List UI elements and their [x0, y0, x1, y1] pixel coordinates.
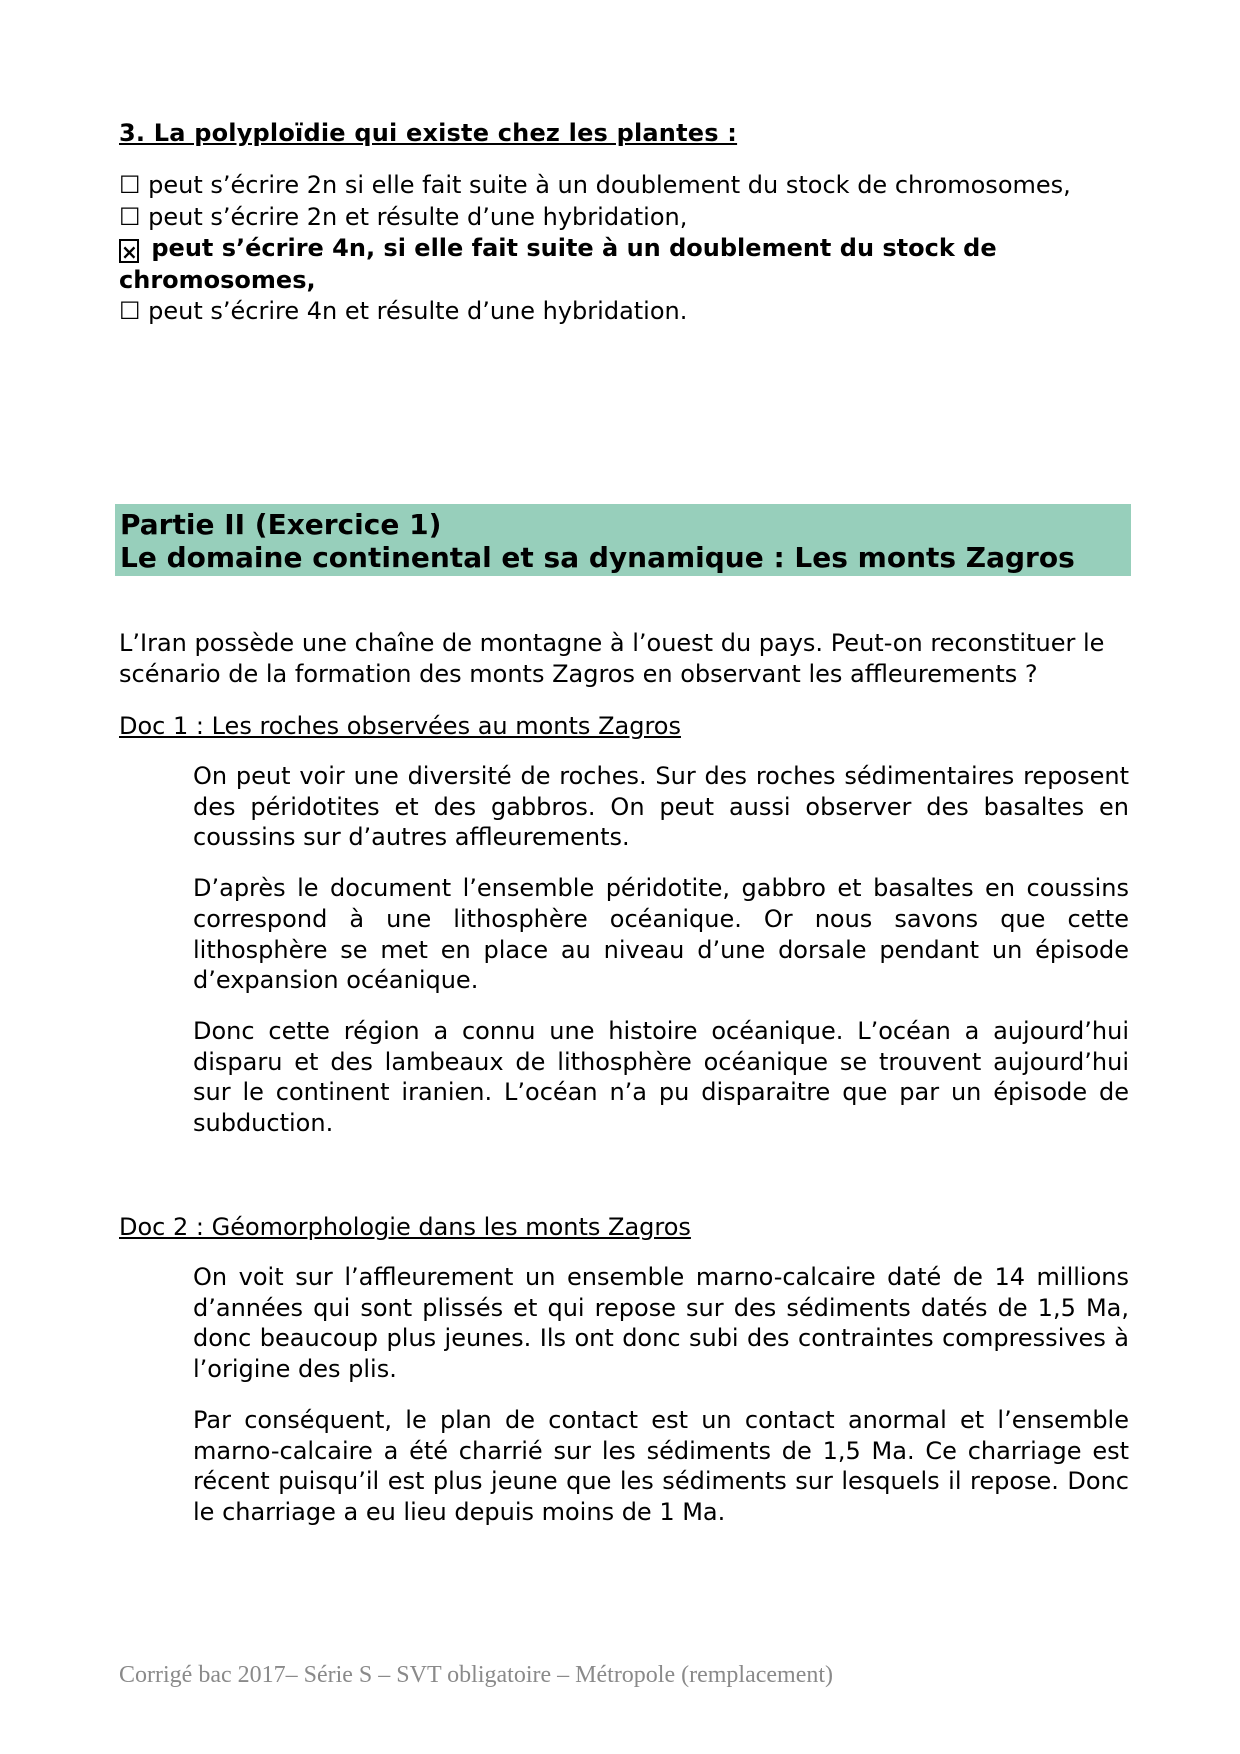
doc2-paragraph-2: Par conséquent, le plan de contact est un contact anormal et l’ensemble marno-calcaire a été charrié sur les sédiments de 1,5 Ma. Ce charriage est récent puisqu’il est plus jeune que les sédiments sur lesquels il repose. Donc le charriage a eu lieu depuis moins de 1 Ma.: [193, 1405, 1129, 1526]
doc1-paragraph-2: D’après le document l’ensemble péridotite, gabbro et basaltes en coussins correspond à une lithosphère océanique. Or nous savons que cette lithosphère se met en place au niveau d’une dorsale pendant un épisode d’expansion océanique.: [193, 874, 1129, 995]
checkbox-empty-icon[interactable]: ☐: [119, 202, 141, 231]
checkbox-empty-icon[interactable]: ☐: [119, 171, 141, 199]
checkbox-empty-icon[interactable]: ☐: [119, 297, 141, 325]
doc1-body: [193, 761, 1129, 1159]
doc1-heading: Doc 1 : Les roches observées au monts Zagros: [119, 712, 681, 740]
answer-option-text: peut s’écrire 4n et résulte d’une hybridation.: [140, 297, 688, 325]
page-footer: Corrigé bac 2017– Série S – SVT obligatoire – Métropole (remplacement): [119, 1662, 834, 1688]
doc2-body: [193, 1262, 1129, 1548]
answer-option-text: peut s’écrire 2n si elle fait suite à un doublement du stock de chromosomes,: [140, 171, 1071, 199]
doc2-heading: Doc 2 : Géomorphologie dans les monts Zagros: [119, 1213, 691, 1241]
section-header: [115, 504, 1131, 576]
answer-option-2[interactable]: [119, 202, 1129, 234]
intro-paragraph: L’Iran possède une chaîne de montagne à l’ouest du pays. Peut-on reconstituer le scénario de la formation des monts Zagros en observant les affleurements ?: [119, 629, 1105, 688]
doc2-paragraph-1: On voit sur l’affleurement un ensemble marno-calcaire daté de 14 millions d’années qui sont plissés et qui repose sur des sédiments datés de 1,5 Ma, donc beaucoup plus jeunes. Ils ont donc subi des contraintes compressives à l’origine des plis.: [193, 1263, 1129, 1384]
question-title: 3. La polyploïdie qui existe chez les plantes :: [119, 119, 738, 147]
doc1-paragraph-3: Donc cette région a connu une histoire océanique. L’océan a aujourd’hui disparu et des lambeaux de lithosphère océanique se trouvent aujourd’hui sur le continent iranien. L’océan n’a pu disparaitre que par un épisode de subduction.: [193, 1016, 1129, 1138]
answer-option-text: peut s’écrire 4n, si elle fait suite à un doublement du stock de chromosomes,: [119, 234, 997, 294]
answer-option-3-selected[interactable]: [119, 233, 1129, 296]
answer-option-text: peut s’écrire 2n et résulte d’une hybridation,: [140, 202, 688, 231]
checkbox-checked-icon[interactable]: ×: [121, 240, 138, 264]
section-subtitle: Le domaine continental et sa dynamique : Les monts Zagros: [120, 541, 1075, 574]
doc1-paragraph-1: On peut voir une diversité de roches. Sur des roches sédimentaires reposent des péridotites et des gabbros. On peut aussi observer des basaltes en coussins sur d’autres affleurements.: [193, 762, 1129, 852]
section-title: Partie II (Exercice 1): [120, 508, 442, 541]
answer-options: [119, 170, 1129, 328]
answer-option-1[interactable]: [119, 170, 1129, 202]
answer-option-4[interactable]: [119, 296, 1129, 328]
